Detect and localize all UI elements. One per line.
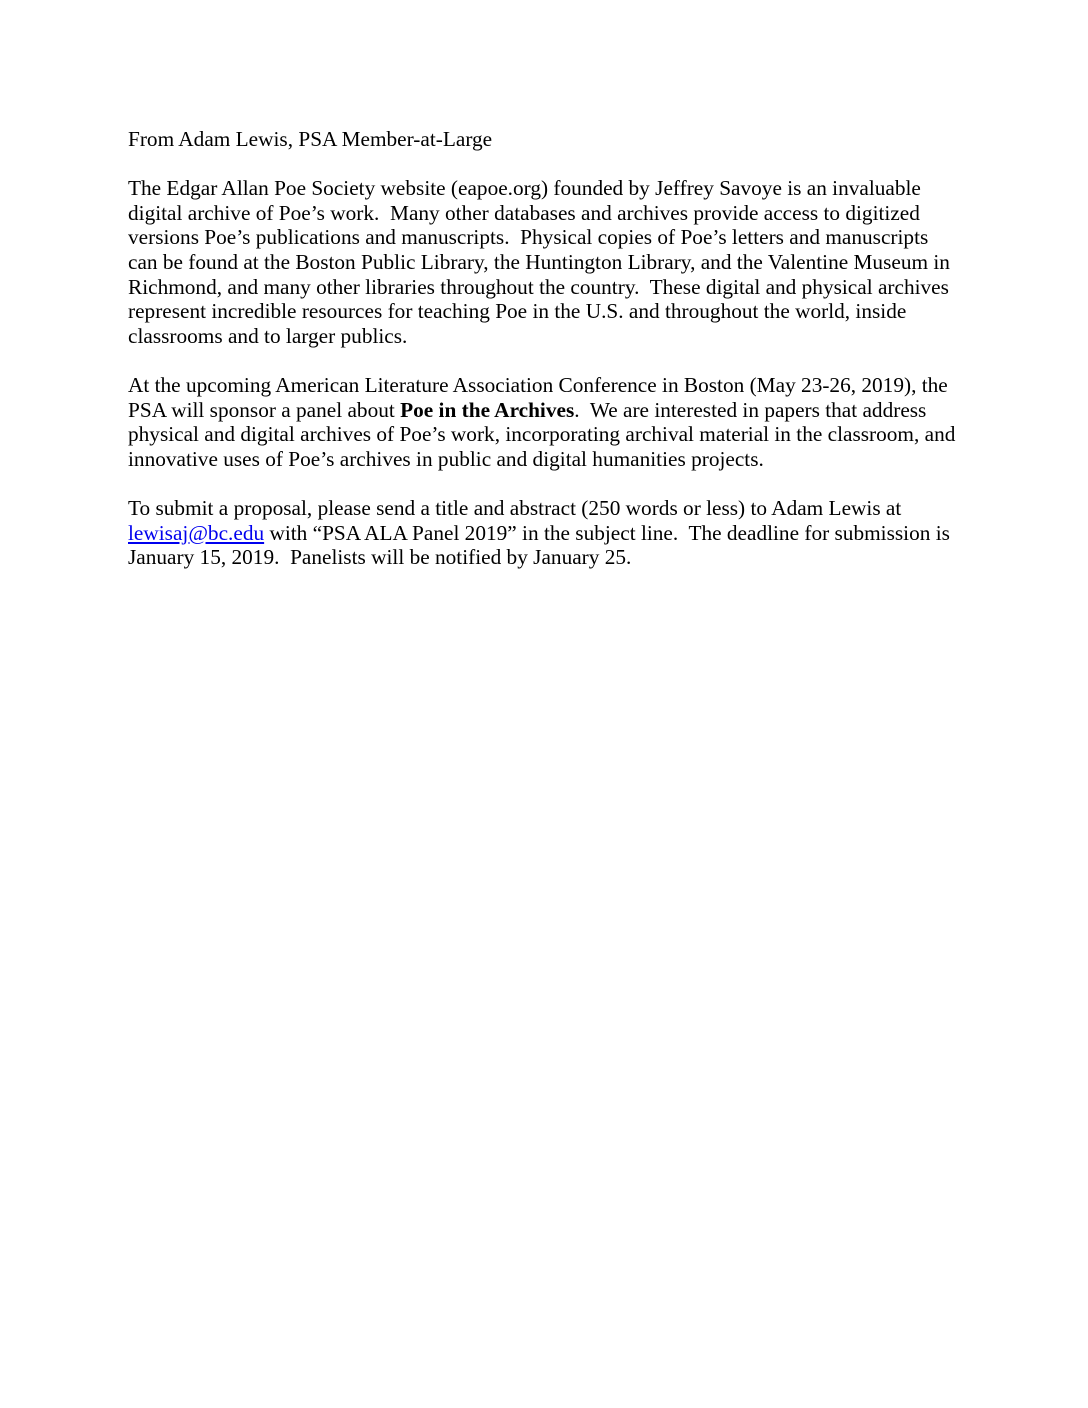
email-link[interactable]: lewisaj@bc.edu: [128, 520, 265, 545]
paragraph1-line: represent incredible resources for teaching Poe in the U.S. and throughout the world, inside: [128, 299, 907, 324]
paragraph2-line: [128, 398, 968, 423]
paragraph2-line: innovative uses of Poe’s archives in public and digital humanities projects.: [128, 446, 764, 471]
paragraph1-line: versions Poe’s publications and manuscripts. Physical copies of Poe’s letters and manuscripts: [128, 225, 929, 250]
paragraph1-line: Richmond, and many other libraries throughout the country. These digital and physical archives: [128, 274, 949, 299]
paragraph-submission-instructions: [128, 496, 968, 570]
paragraph1-line: digital archive of Poe’s work. Many other databases and archives provide access to digitized: [128, 200, 920, 225]
paragraph-panel-announcement: [128, 373, 968, 471]
letter-page: [128, 127, 968, 594]
paragraph1-line: The Edgar Allan Poe Society website (eapoe.org) founded by Jeffrey Savoye is an invaluable: [128, 176, 921, 201]
paragraph2-line: physical and digital archives of Poe’s work, incorporating archival material in the classroom, and: [128, 422, 956, 447]
paragraph2-line2-end: . We are interested in papers that address: [574, 397, 927, 422]
paragraph2-line: At the upcoming American Literature Association Conference in Boston (May 23-26, 2019), the: [128, 372, 948, 397]
from-line-text: From Adam Lewis, PSA Member-at-Large: [128, 127, 493, 151]
paragraph3-line: To submit a proposal, please send a title and abstract (250 words or less) to Adam Lewis at: [128, 495, 902, 520]
panel-title: Poe in the Archives: [400, 397, 575, 422]
paragraph-archives-overview: [128, 176, 968, 348]
paragraph3-line: [128, 521, 968, 546]
paragraph2-line2-start: PSA will sponsor a panel about: [128, 397, 401, 422]
paragraph3-line2-end: with “PSA ALA Panel 2019” in the subject line. The deadline for submission is: [264, 520, 950, 545]
paragraph3-line: January 15, 2019. Panelists will be notified by January 25.: [128, 545, 632, 570]
paragraph1-line: classrooms and to larger publics.: [128, 323, 408, 348]
from-line: [128, 127, 968, 152]
paragraph1-line: can be found at the Boston Public Library, the Huntington Library, and the Valentine Museum in: [128, 249, 950, 274]
